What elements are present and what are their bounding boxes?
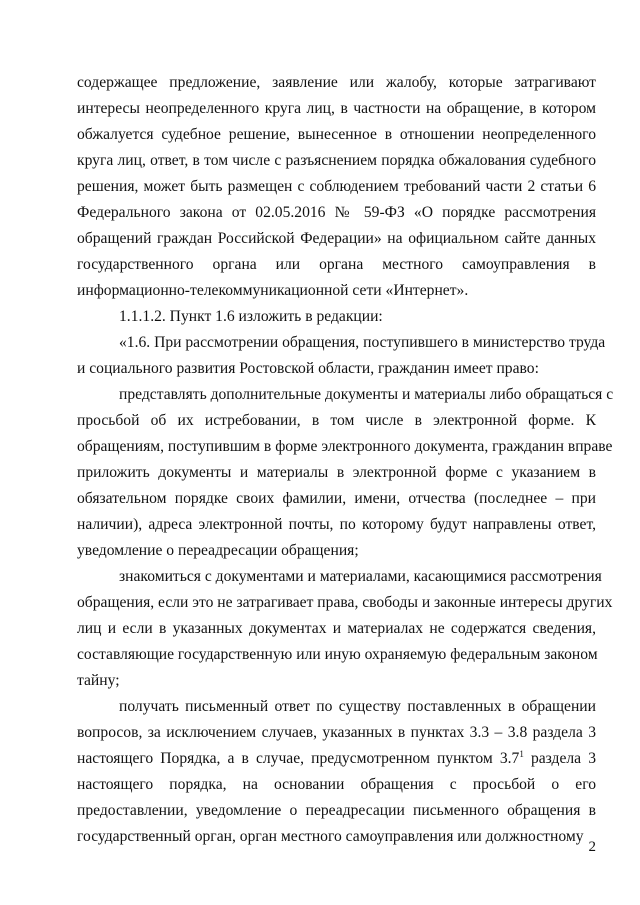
text-line: Федерального закона от 02.05.2016 № 59-ФЗ «О порядке рассмотрения xyxy=(77,204,596,221)
text-line: лиц и если в указанных документах и материалах не содержатся сведения, xyxy=(77,620,596,637)
text-segment: раздела 3 xyxy=(530,750,596,767)
text-line: обращения, если это не затрагивает права, свободы и законные интересы других xyxy=(77,594,613,611)
text-line: интересы неопределенного круга лиц, в частности на обращение, в котором xyxy=(77,100,596,117)
paragraph-first-line: представлять дополнительные документы и материалы либо обращаться с xyxy=(119,386,614,403)
paragraph-first-line: знакомиться с документами и материалами, касающимися рассмотрения xyxy=(119,568,602,585)
text-line: информационно-телекоммуникационной сети «Интернет». xyxy=(77,282,469,299)
text-line: предоставлении, уведомление о переадресации письменного обращения в xyxy=(77,802,596,819)
text-line: составляющие государственную или иную охраняемую федеральным законом xyxy=(77,646,598,663)
text-line: государственного органа или органа местного самоуправления в xyxy=(77,256,596,273)
text-line: государственный орган, орган местного самоуправления или должностному xyxy=(77,828,584,845)
text-line-with-superscript xyxy=(77,748,596,770)
text-line: и социального развития Ростовской области, гражданин имеет право: xyxy=(77,360,539,377)
text-line: приложить документы и материалы в электронной форме с указанием в xyxy=(77,464,596,481)
text-line: вопросов, за исключением случаев, указанных в пунктах 3.3 – 3.8 раздела 3 xyxy=(77,724,596,741)
text-line: содержащее предложение, заявление или жалобу, которые затрагивают xyxy=(77,74,596,91)
text-line: обязательном порядке своих фамилии, имени, отчества (последнее – при xyxy=(77,490,596,507)
text-line: уведомление о переадресации обращения; xyxy=(77,542,359,559)
text-line: обращений граждан Российской Федерации» на официальном сайте данных xyxy=(77,230,596,247)
superscript: 1 xyxy=(519,749,524,759)
text-line: решения, может быть размещен с соблюдением требований части 2 статьи 6 xyxy=(77,178,596,195)
text-segment: настоящего Порядка, а в случае, предусмотренном пунктом 3.7 xyxy=(77,750,520,767)
text-line: тайну; xyxy=(77,672,120,689)
text-line: обжалуется судебное решение, вынесенное в отношении неопределенного xyxy=(77,126,596,143)
text-line: наличии), адреса электронной почты, по которому будут направлены ответ, xyxy=(77,516,596,533)
paragraph-first-line: 1.1.1.2. Пункт 1.6 изложить в редакции: xyxy=(119,308,383,325)
text-line: круга лиц, ответ, в том числе с разъяснением порядка обжалования судебного xyxy=(77,152,596,169)
paragraph-first-line: «1.6. При рассмотрении обращения, поступившего в министерство труда xyxy=(119,334,606,351)
page-number: 2 xyxy=(588,839,596,855)
paragraph-first-line: получать письменный ответ по существу поставленных в обращении xyxy=(119,698,596,715)
text-line: настоящего порядка, на основании обращения с просьбой о его xyxy=(77,776,596,793)
text-line: обращениям, поступившим в форме электронного документа, гражданин вправе xyxy=(77,438,613,455)
text-line: просьбой об их истребовании, в том числе в электронной форме. К xyxy=(77,412,596,429)
